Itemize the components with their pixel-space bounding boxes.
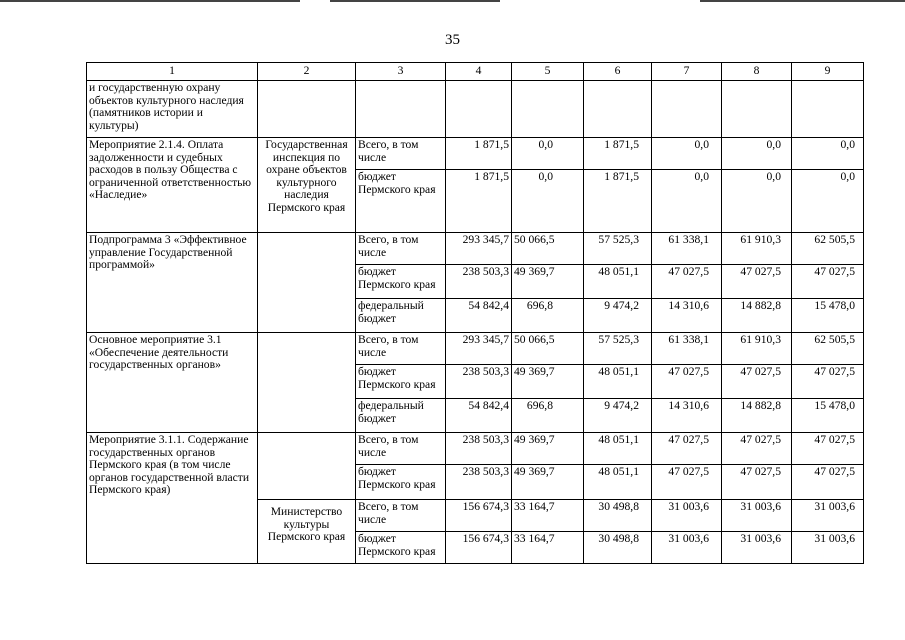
program-name-cell: Мероприятие 2.1.4. Оплата задолженности и судебных расходов в пользу Общества с ограниченной ответственностью «Наследие» [87, 138, 258, 233]
value-cell: 1 871,5 [584, 138, 652, 170]
column-header: 8 [722, 63, 792, 81]
column-header: 3 [356, 63, 446, 81]
value-cell: 31 003,6 [792, 532, 864, 564]
table-row [87, 333, 864, 365]
value-cell: 0,0 [792, 138, 864, 170]
column-header: 9 [792, 63, 864, 81]
funding-source-cell: бюджет Пермского края [356, 532, 446, 564]
top-edge-rule [700, 0, 905, 2]
empty-cell [446, 81, 512, 138]
value-cell: 61 338,1 [652, 333, 722, 365]
value-cell: 14 882,8 [722, 399, 792, 433]
column-header: 6 [584, 63, 652, 81]
value-cell: 61 338,1 [652, 233, 722, 265]
value-cell: 50 066,5 [512, 333, 584, 365]
budget-table [86, 62, 864, 564]
value-cell: 33 164,7 [512, 532, 584, 564]
value-cell: 57 525,3 [584, 333, 652, 365]
value-cell: 31 003,6 [792, 500, 864, 532]
value-cell: 0,0 [652, 170, 722, 233]
value-cell: 31 003,6 [722, 532, 792, 564]
value-cell: 47 027,5 [792, 433, 864, 465]
program-name-cell: Подпрограмма 3 «Эффективное управление Государственной программой» [87, 233, 258, 333]
value-cell: 0,0 [722, 138, 792, 170]
value-cell: 238 503,3 [446, 365, 512, 399]
value-cell: 49 369,7 [512, 465, 584, 500]
value-cell: 238 503,3 [446, 433, 512, 465]
value-cell: 156 674,3 [446, 532, 512, 564]
value-cell: 0,0 [792, 170, 864, 233]
top-edge-rule [330, 0, 500, 2]
empty-cell [512, 81, 584, 138]
value-cell: 1 871,5 [584, 170, 652, 233]
program-name-cell: Основное мероприятие 3.1 «Обеспечение деятельности государственных органов» [87, 333, 258, 433]
value-cell: 15 478,0 [792, 399, 864, 433]
header-row [87, 63, 864, 81]
empty-cell [722, 81, 792, 138]
executor-cell [258, 433, 356, 500]
executor-cell [258, 233, 356, 333]
funding-source-cell: бюджет Пермского края [356, 170, 446, 233]
column-header: 4 [446, 63, 512, 81]
value-cell: 47 027,5 [652, 433, 722, 465]
value-cell: 48 051,1 [584, 433, 652, 465]
funding-source-cell: Всего, в том числе [356, 433, 446, 465]
value-cell: 31 003,6 [652, 532, 722, 564]
value-cell: 31 003,6 [722, 500, 792, 532]
value-cell: 15 478,0 [792, 299, 864, 333]
value-cell: 62 505,5 [792, 233, 864, 265]
table-row [87, 81, 864, 138]
column-header: 7 [652, 63, 722, 81]
value-cell: 0,0 [512, 138, 584, 170]
program-name-cell: Мероприятие 3.1.1. Содержание государственных органов Пермского края (в том числе органов государственной власти Пермского края) [87, 433, 258, 564]
value-cell: 9 474,2 [584, 299, 652, 333]
funding-source-cell: Всего, в том числе [356, 233, 446, 265]
value-cell: 30 498,8 [584, 500, 652, 532]
empty-cell [584, 81, 652, 138]
value-cell: 0,0 [722, 170, 792, 233]
value-cell: 47 027,5 [652, 465, 722, 500]
column-header: 5 [512, 63, 584, 81]
funding-source-cell: бюджет Пермского края [356, 365, 446, 399]
value-cell: 0,0 [652, 138, 722, 170]
executor-cell [258, 333, 356, 433]
funding-source-cell: Всего, в том числе [356, 500, 446, 532]
column-header: 1 [87, 63, 258, 81]
value-cell: 156 674,3 [446, 500, 512, 532]
value-cell: 61 910,3 [722, 233, 792, 265]
funding-source-cell: федеральный бюджет [356, 299, 446, 333]
value-cell: 1 871,5 [446, 170, 512, 233]
value-cell: 49 369,7 [512, 265, 584, 299]
value-cell: 47 027,5 [792, 265, 864, 299]
value-cell: 54 842,4 [446, 399, 512, 433]
value-cell: 9 474,2 [584, 399, 652, 433]
value-cell: 293 345,7 [446, 233, 512, 265]
value-cell: 47 027,5 [722, 365, 792, 399]
funding-source-cell: Всего, в том числе [356, 333, 446, 365]
table-row [87, 433, 864, 465]
value-cell: 31 003,6 [652, 500, 722, 532]
value-cell: 49 369,7 [512, 365, 584, 399]
value-cell: 30 498,8 [584, 532, 652, 564]
executor-cell: Министерство культуры Пермского края [258, 500, 356, 564]
value-cell: 14 310,6 [652, 299, 722, 333]
value-cell: 47 027,5 [722, 433, 792, 465]
value-cell: 50 066,5 [512, 233, 584, 265]
value-cell: 0,0 [512, 170, 584, 233]
value-cell: 696,8 [512, 299, 584, 333]
value-cell: 238 503,3 [446, 265, 512, 299]
value-cell: 293 345,7 [446, 333, 512, 365]
value-cell: 47 027,5 [722, 465, 792, 500]
value-cell: 238 503,3 [446, 465, 512, 500]
empty-cell [258, 81, 356, 138]
value-cell: 696,8 [512, 399, 584, 433]
value-cell: 14 310,6 [652, 399, 722, 433]
value-cell: 14 882,8 [722, 299, 792, 333]
funding-source-cell: Всего, в том числе [356, 138, 446, 170]
value-cell: 62 505,5 [792, 333, 864, 365]
value-cell: 47 027,5 [652, 265, 722, 299]
value-cell: 47 027,5 [792, 465, 864, 500]
empty-cell [652, 81, 722, 138]
funding-source-cell: бюджет Пермского края [356, 265, 446, 299]
value-cell: 61 910,3 [722, 333, 792, 365]
value-cell: 54 842,4 [446, 299, 512, 333]
column-header: 2 [258, 63, 356, 81]
value-cell: 48 051,1 [584, 365, 652, 399]
page-number: 35 [445, 32, 460, 48]
value-cell: 57 525,3 [584, 233, 652, 265]
table-row [87, 233, 864, 265]
value-cell: 47 027,5 [722, 265, 792, 299]
value-cell: 33 164,7 [512, 500, 584, 532]
executor-cell: Государственная инспекция по охране объектов культурного наследия Пермского края [258, 138, 356, 233]
funding-source-cell: бюджет Пермского края [356, 465, 446, 500]
value-cell: 48 051,1 [584, 465, 652, 500]
value-cell: 1 871,5 [446, 138, 512, 170]
empty-cell [356, 81, 446, 138]
top-edge-rule [0, 0, 300, 2]
value-cell: 49 369,7 [512, 433, 584, 465]
table-row [87, 138, 864, 170]
value-cell: 47 027,5 [652, 365, 722, 399]
program-name-cell: и государственную охрану объектов культурного наследия (памятников истории и культуры) [87, 81, 258, 138]
funding-source-cell: федеральный бюджет [356, 399, 446, 433]
empty-cell [792, 81, 864, 138]
value-cell: 48 051,1 [584, 265, 652, 299]
value-cell: 47 027,5 [792, 365, 864, 399]
